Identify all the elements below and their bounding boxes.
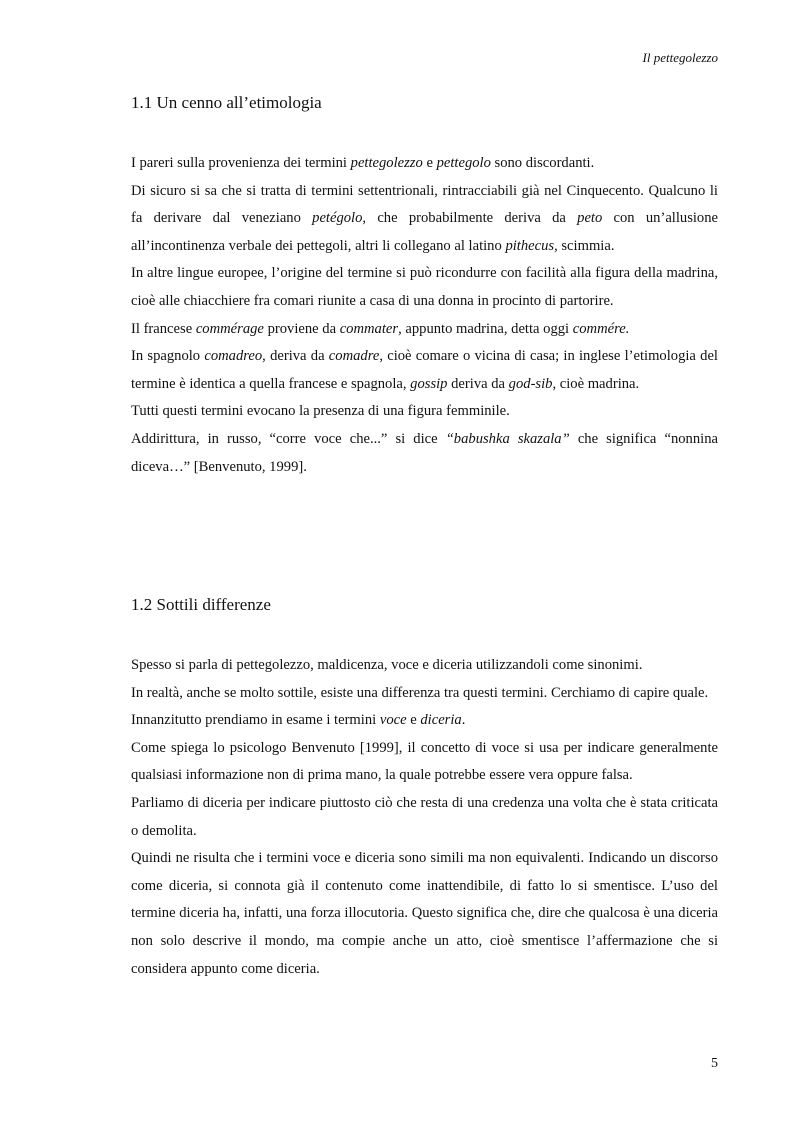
- running-header: Il pettegolezzo: [642, 50, 718, 65]
- section-heading-etimologia: 1.1 Un cenno all’etimologia: [131, 93, 322, 112]
- page-number: 5: [711, 1056, 718, 1071]
- section-body-differenze: [131, 652, 718, 983]
- section-body-etimologia: [131, 150, 718, 481]
- paragraph: Quindi ne risulta che i termini voce e diceria sono simili ma non equivalenti. Indicando un discorso come diceria, si connota già il contenuto come inattendibile, di fatto lo si smentisce. L’uso del termine diceria ha, infatti, una forza illocutoria. Questo significa che, dire che qualcosa è una diceria non solo descrive il mondo, ma compie anche un atto, cioè smentisce l’affermazione che si considera appunto come diceria.: [131, 850, 718, 977]
- paragraph: Innanzitutto prendiamo in esame i termini voce e diceria.: [131, 712, 466, 729]
- paragraph: Spesso si parla di pettegolezzo, maldicenza, voce e diceria utilizzandoli come sinonimi.: [131, 657, 643, 673]
- paragraph: Di sicuro si sa che si tratta di termini settentrionali, rintracciabili già nel Cinquecento. Qualcuno li fa derivare dal veneziano petégolo, che probabilmente deriva da peto con un’allusione all’incontinenza verbale dei pettegoli, altri li collegano al latino pithecus, scimmia.: [131, 182, 719, 254]
- paragraph: Il francese commérage proviene da commater, appunto madrina, detta oggi commére.: [131, 320, 630, 337]
- paragraph: Addirittura, in russo, “corre voce che...” si dice “babushka skazala” che significa “nonnina diceva…” [Benvenuto, 1999].: [131, 430, 718, 475]
- paragraph: Tutti questi termini evocano la presenza di una figura femminile.: [131, 403, 510, 420]
- paragraph: In realtà, anche se molto sottile, esiste una differenza tra questi termini. Cerchiamo di capire quale.: [131, 684, 709, 701]
- paragraph: Parliamo di diceria per indicare piuttosto ciò che resta di una credenza una volta che è stata criticata o demolita.: [131, 794, 718, 839]
- paragraph: In spagnolo comadreo, deriva da comadre, cioè comare o vicina di casa; in inglese l’etimologia del termine è identica a quella francese e spagnola, gossip deriva da god-sib, cioè madrina.: [131, 348, 718, 392]
- paragraph: I pareri sulla provenienza dei termini pettegolezzo e pettegolo sono discordanti.: [131, 155, 595, 171]
- section-heading-differenze: 1.2 Sottili differenze: [131, 595, 271, 614]
- paragraph: In altre lingue europee, l’origine del termine si può ricondurre con facilità alla figura della madrina, cioè alle chiacchiere fra comari riunite a casa di una donna in procinto di partorire.: [131, 265, 718, 309]
- paragraph: Come spiega lo psicologo Benvenuto [1999], il concetto di voce si usa per indicare generalmente qualsiasi informazione non di prima mano, la quale potrebbe essere vera oppure falsa.: [131, 739, 718, 784]
